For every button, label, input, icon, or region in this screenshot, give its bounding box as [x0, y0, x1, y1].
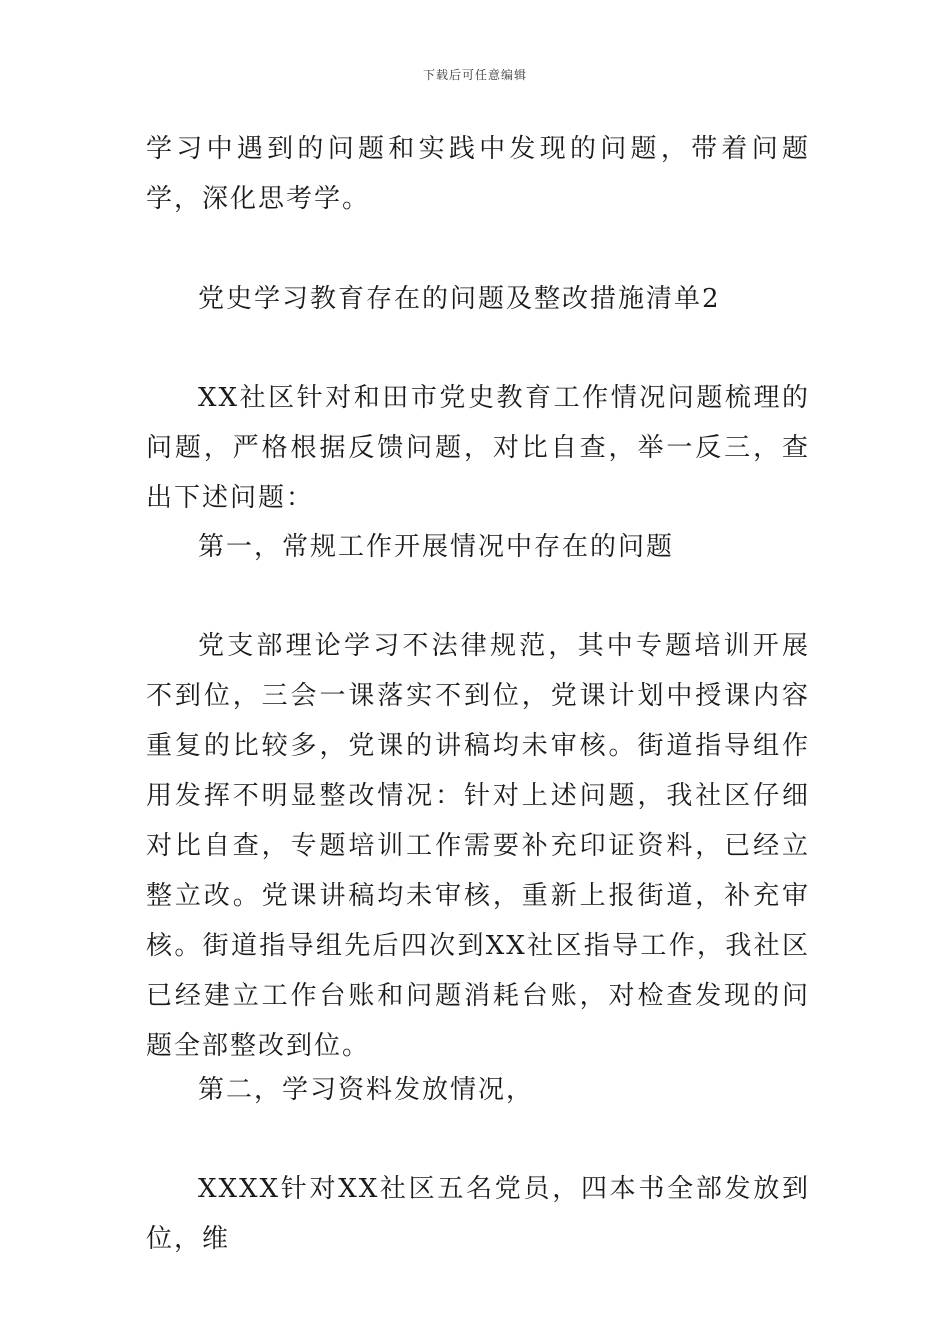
section-heading [146, 274, 810, 324]
paragraph-text: 党支部理论学习不法律规范，其中专题培训开展不到位，三会一课落实不到位，党课计划中授课内容重复的比较多，党课的讲稿均未审核。街道指导组作用发挥不明显整改情况：针对上述问题，我社区仔细对比自查，专题培训工作需要补充印证资料，已经立整立改。党课讲稿均未审核，重新上报街道，补充审核。街道指导组先后四次到XX社区指导工作，我社区已经建立工作台账和问题消耗台账，对检查发现的问题全部整改到位。 [146, 631, 810, 1061]
section-heading-text: 党史学习教育存在的问题及整改措施清单2 [198, 284, 721, 314]
paragraph-text: XX社区针对和田市党史教育工作情况问题梳理的问题，严格根据反馈问题，对比自查，举一反三，查出下述问题： [146, 383, 810, 513]
subsection-heading-1 [146, 522, 810, 572]
subsection-heading-2 [146, 1065, 810, 1115]
paragraph-text: 学习中遇到的问题和实践中发现的问题，带着问题学，深化思考学。 [146, 134, 810, 214]
materials-paragraph [146, 1164, 810, 1264]
issue-paragraph [146, 621, 810, 1071]
paragraph-text: XXXX针对XX社区五名党员，四本书全部发放到位，维 [146, 1174, 810, 1254]
subsection-heading-text: 第一，常规工作开展情况中存在的问题 [198, 532, 675, 562]
subsection-heading-text: 第二，学习资料发放情况， [198, 1075, 535, 1105]
intro-paragraph [146, 373, 810, 523]
page-header: 下载后可任意编辑 [422, 68, 527, 82]
paragraph-continued [146, 124, 810, 224]
